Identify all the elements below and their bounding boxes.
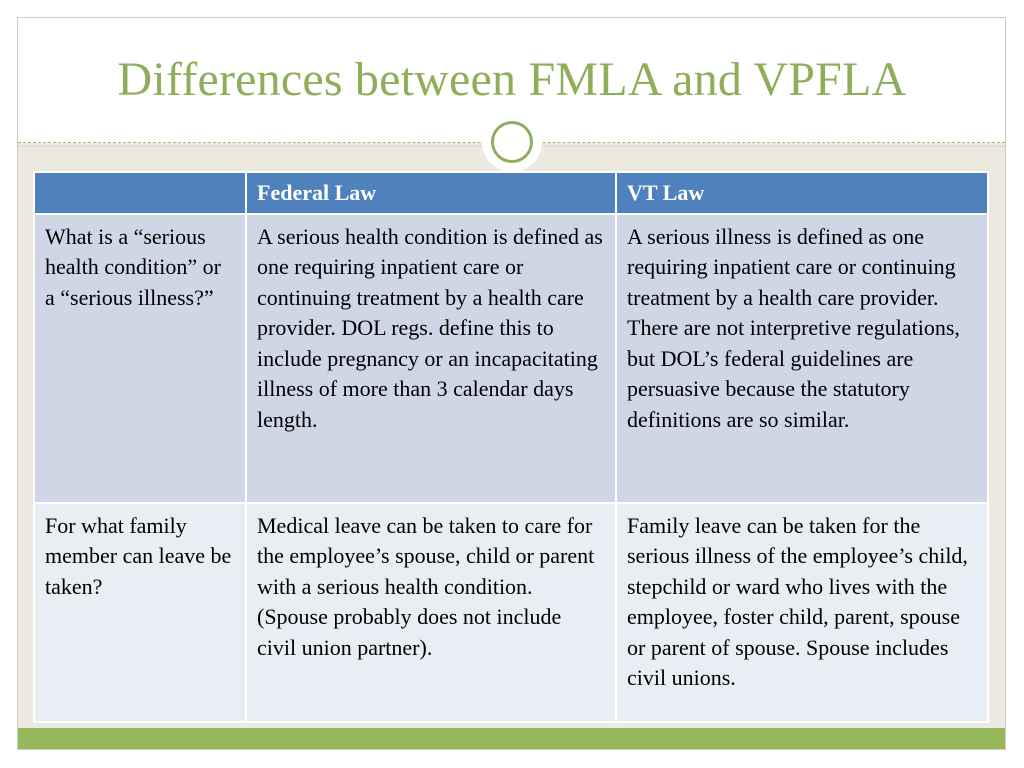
- comparison-table: [33, 171, 989, 723]
- header-federal-law: Federal Law: [246, 172, 616, 214]
- circle-ornament-ring: [491, 121, 533, 163]
- slide-title: Differences between FMLA and VPFLA: [117, 53, 907, 106]
- row-vt-cell: A serious illness is defined as one requiring inpatient care or continuing treatment by a health care provider. There are not interpretive regulations, but DOL’s federal guidelines are persuasive because the statutory definitions are so similar.: [616, 214, 988, 503]
- table-row: [34, 214, 988, 503]
- table-header-row: [34, 172, 988, 214]
- row-question-cell: What is a “serious health condition” or a “serious illness?”: [34, 214, 246, 503]
- row-vt-cell: Family leave can be taken for the serious illness of the employee’s child, stepchild or ward who lives with the employee, foster child, parent, spouse or parent of spouse. Spouse includes civil unions.: [616, 503, 988, 722]
- header-vt-law: VT Law: [616, 172, 988, 214]
- row-federal-cell: A serious health condition is defined as one requiring inpatient care or continuing treatment by a health care provider. DOL regs. define this to include pregnancy or an incapacitating illness of more than 3 calendar days length.: [246, 214, 616, 503]
- circle-ornament-icon: [482, 112, 542, 172]
- table-row: [34, 503, 988, 722]
- header-empty-cell: [34, 172, 246, 214]
- row-question-cell: For what family member can leave be taken?: [34, 503, 246, 722]
- bottom-accent-band: [18, 728, 1005, 749]
- row-federal-cell: Medical leave can be taken to care for the employee’s spouse, child or parent with a serious health condition. (Spouse probably does not include civil union partner).: [246, 503, 616, 722]
